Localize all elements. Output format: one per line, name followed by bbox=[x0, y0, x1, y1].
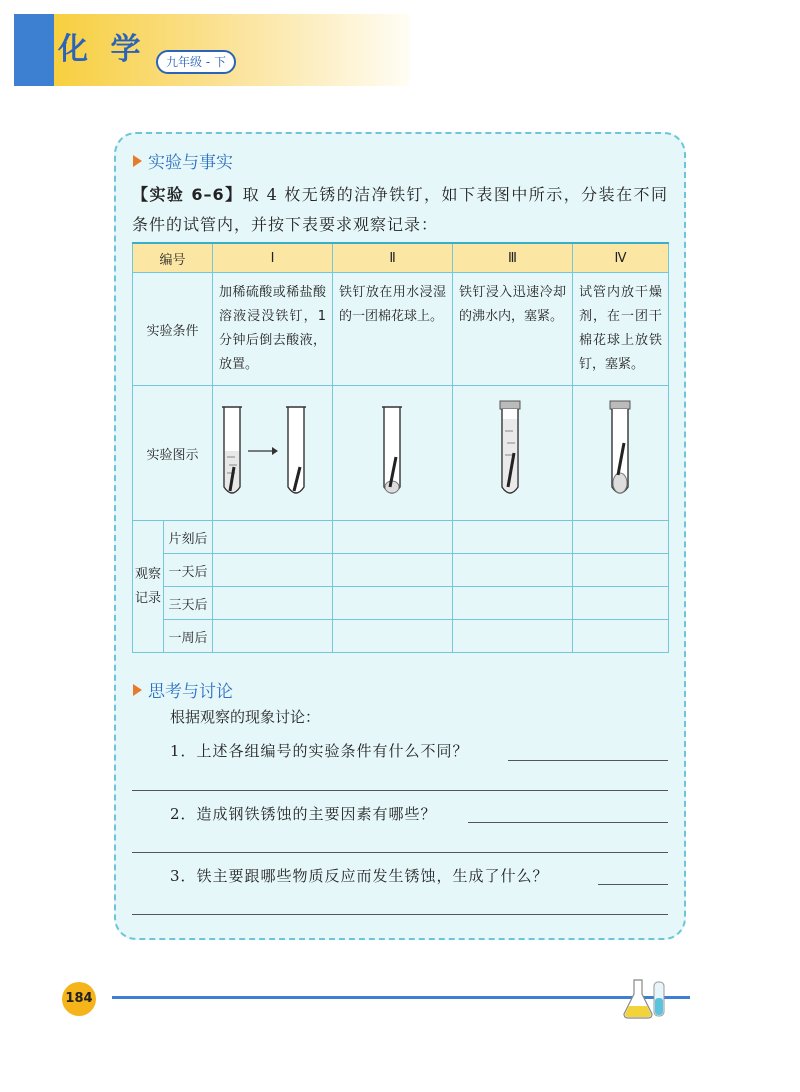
observation-cell[interactable] bbox=[453, 554, 573, 587]
observation-cell[interactable] bbox=[573, 620, 669, 653]
experiment-text: 取 4 枚无锈的洁净铁钉，如下表图中所示，分装在不同条件的试管内，并按下表要求观察记录： bbox=[132, 185, 668, 234]
answer-line[interactable] bbox=[132, 852, 668, 853]
section-arrow-icon bbox=[133, 155, 142, 167]
question-2: 2．造成钢铁锈蚀的主要因素有哪些？ bbox=[170, 805, 437, 823]
header-cell-4: Ⅳ bbox=[573, 243, 669, 273]
footer-rule bbox=[112, 996, 690, 999]
condition-cell: 试管内放干燥剂，在一团干棉花球上放铁钉，塞紧。 bbox=[573, 273, 669, 386]
observation-cell[interactable] bbox=[333, 521, 453, 554]
observation-cell[interactable] bbox=[213, 587, 333, 620]
figure-cell-2 bbox=[333, 386, 453, 521]
question-3: 3．铁主要跟哪些物质反应而发生锈蚀，生成了什么？ bbox=[170, 867, 549, 885]
answer-line[interactable] bbox=[598, 884, 668, 885]
condition-cell: 铁钉放在用水浸湿的一团棉花球上。 bbox=[333, 273, 453, 386]
section-arrow-icon bbox=[133, 684, 142, 696]
conditions-label: 实验条件 bbox=[133, 273, 213, 386]
observation-time: 一天后 bbox=[164, 554, 213, 587]
observation-cell[interactable] bbox=[213, 521, 333, 554]
observation-cell[interactable] bbox=[333, 587, 453, 620]
observation-cell[interactable] bbox=[573, 587, 669, 620]
observation-cell[interactable] bbox=[573, 554, 669, 587]
observation-row bbox=[133, 587, 669, 620]
tube-wet-cotton-icon bbox=[334, 387, 454, 515]
observation-cell[interactable] bbox=[333, 554, 453, 587]
header-cell-1: Ⅰ bbox=[213, 243, 333, 273]
observation-time: 三天后 bbox=[164, 587, 213, 620]
observation-cell[interactable] bbox=[333, 620, 453, 653]
condition-cell: 铁钉浸入迅速冷却的沸水内，塞紧。 bbox=[453, 273, 573, 386]
page-number: 184 bbox=[62, 982, 96, 1016]
grade-badge: 九年级 - 下 bbox=[156, 50, 236, 74]
observation-time: 一周后 bbox=[164, 620, 213, 653]
header-cell-3: Ⅲ bbox=[453, 243, 573, 273]
tube-boiled-water-icon bbox=[454, 387, 574, 515]
experiment-description bbox=[132, 180, 668, 240]
observation-table bbox=[132, 242, 669, 653]
tube-acid-icon bbox=[214, 387, 334, 515]
table-header-row bbox=[133, 243, 669, 273]
figure-cell-4 bbox=[573, 386, 669, 521]
figure-row bbox=[133, 386, 669, 521]
section-title-experiment: 实验与事实 bbox=[148, 153, 233, 173]
conditions-row bbox=[133, 273, 669, 386]
answer-line[interactable] bbox=[132, 790, 668, 791]
header-cell-label: 编号 bbox=[133, 243, 213, 273]
subject-title: 化 学 bbox=[58, 32, 147, 67]
answer-line[interactable] bbox=[508, 760, 668, 761]
figure-label: 实验图示 bbox=[133, 386, 213, 521]
observation-row bbox=[133, 521, 669, 554]
observation-cell[interactable] bbox=[453, 620, 573, 653]
observation-row bbox=[133, 620, 669, 653]
header-cell-2: Ⅱ bbox=[333, 243, 453, 273]
condition-cell: 加稀硫酸或稀盐酸溶液浸没铁钉，1 分钟后倒去酸液，放置。 bbox=[213, 273, 333, 386]
experiment-label: 【实验 6–6】 bbox=[132, 185, 243, 204]
observation-label: 观察记录 bbox=[133, 521, 164, 653]
observation-cell[interactable] bbox=[213, 554, 333, 587]
observation-row bbox=[133, 554, 669, 587]
question-1: 1．上述各组编号的实验条件有什么不同？ bbox=[170, 742, 469, 760]
observation-cell[interactable] bbox=[213, 620, 333, 653]
flask-icon bbox=[620, 972, 670, 1022]
answer-line[interactable] bbox=[468, 822, 668, 823]
answer-line[interactable] bbox=[132, 914, 668, 915]
observation-cell[interactable] bbox=[453, 521, 573, 554]
observation-cell[interactable] bbox=[573, 521, 669, 554]
figure-cell-3 bbox=[453, 386, 573, 521]
figure-cell-1 bbox=[213, 386, 333, 521]
discussion-intro: 根据观察的现象讨论： bbox=[170, 708, 321, 726]
tube-dry-cotton-icon bbox=[574, 387, 670, 515]
observation-time: 片刻后 bbox=[164, 521, 213, 554]
observation-cell[interactable] bbox=[453, 587, 573, 620]
section-title-discussion: 思考与讨论 bbox=[148, 682, 233, 702]
